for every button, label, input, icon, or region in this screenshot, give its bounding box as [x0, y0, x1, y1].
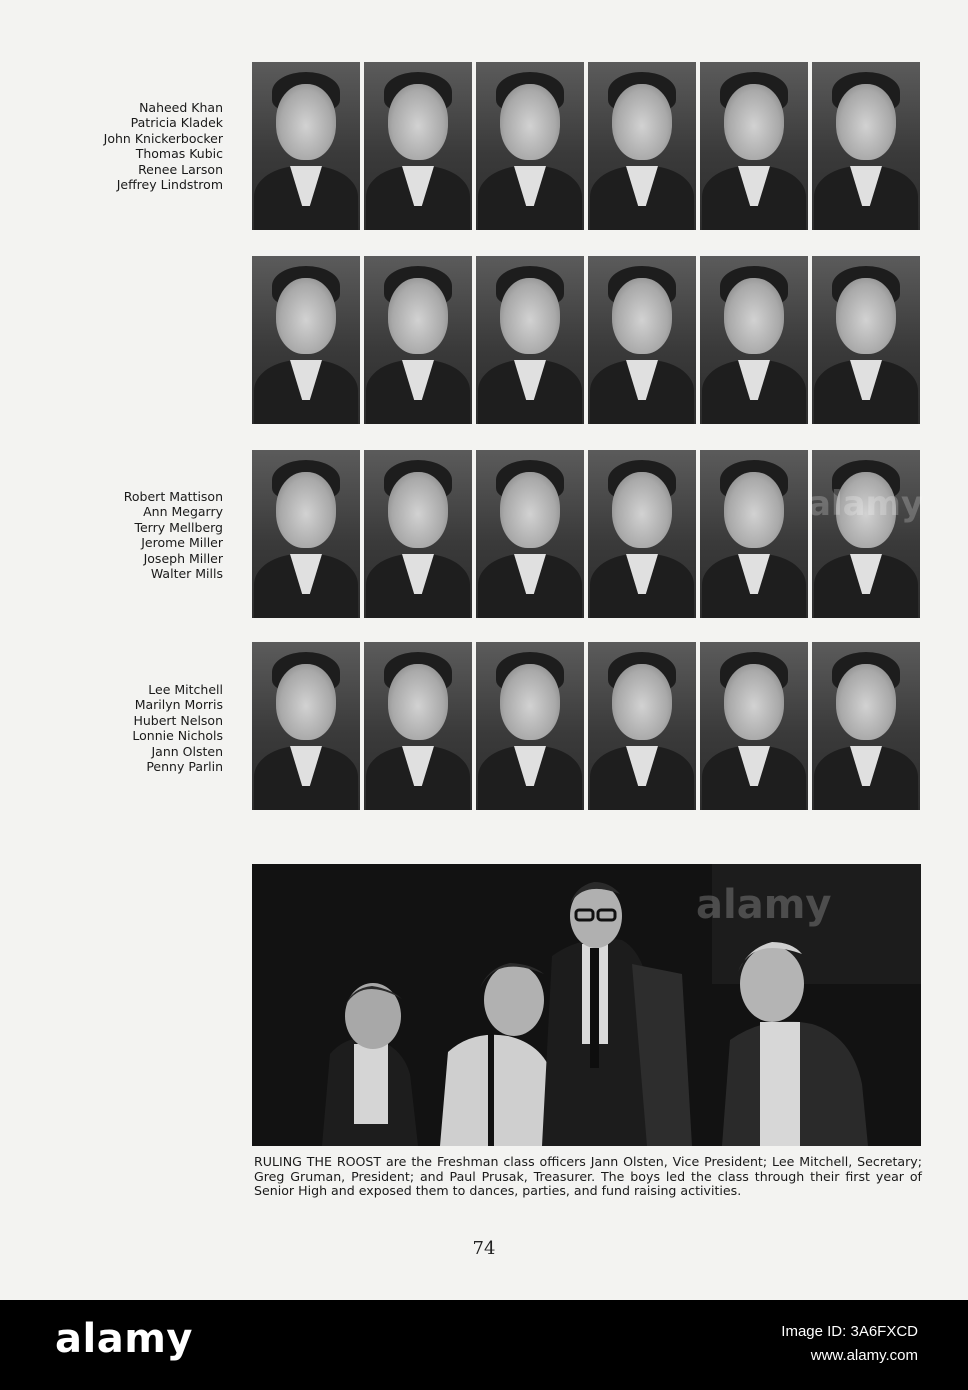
portrait-photo: [252, 256, 360, 424]
portrait-row-3: [252, 450, 920, 618]
portrait-row-1: [252, 62, 920, 230]
portrait-photo: [252, 642, 360, 810]
portrait-photo: [588, 450, 696, 618]
student-name: Hubert Nelson: [133, 712, 223, 728]
portrait-photo: [476, 256, 584, 424]
portrait-photo: [700, 62, 808, 230]
student-name: Thomas Kubic: [135, 146, 223, 162]
student-name: Naheed Khan: [139, 100, 223, 115]
student-name: Robert Mattison: [123, 489, 223, 504]
portrait-photo: [476, 62, 584, 230]
portrait-photo: [252, 62, 360, 230]
name-list-row-3: [124, 489, 223, 581]
overlay-watermark: alamy: [808, 484, 924, 524]
student-name: Jeffrey Lindstrom: [116, 177, 223, 193]
student-name: Marilyn Morris: [134, 697, 223, 713]
portrait-photo: [812, 642, 920, 810]
portrait-row-4: [252, 642, 920, 810]
portrait-photo: [812, 62, 920, 230]
portrait-photo: [364, 256, 472, 424]
student-name: Walter Mills: [150, 566, 223, 582]
image-id-label: Image ID: 3A6FXCD: [781, 1323, 918, 1340]
portrait-photo: [476, 642, 584, 810]
portrait-photo: [812, 256, 920, 424]
student-name: Joseph Miller: [143, 550, 223, 566]
page-number: 74: [472, 1238, 496, 1259]
portrait-photo: [364, 642, 472, 810]
student-name: Ann Megarry: [143, 504, 223, 520]
portrait-photo: [588, 642, 696, 810]
student-name: Patricia Kladek: [130, 115, 223, 131]
name-list-row-4: [132, 682, 223, 774]
portrait-photo: [476, 450, 584, 618]
portrait-photo: [588, 62, 696, 230]
portrait-photo: [700, 450, 808, 618]
portrait-photo: [364, 450, 472, 618]
watermark-id: [781, 1320, 918, 1368]
student-name: John Knickerbocker: [103, 130, 223, 146]
watermark-site: www.alamy.com: [810, 1347, 918, 1364]
portrait-photo: [812, 450, 920, 618]
student-name: Jann Olsten: [151, 743, 223, 759]
photo-caption: RULING THE ROOST are the Freshman class officers Jann Olsten, Vice President; Lee Mitchell, Secretary; Greg Gruman, President; and Paul Prusak, Treasurer. The boys led the class through their first year of Senior High and exposed them to dances, parties, and fund raising activities.: [254, 1154, 922, 1199]
student-name: Jerome Miller: [141, 535, 223, 551]
portrait-photo: [700, 256, 808, 424]
student-name: Penny Parlin: [146, 759, 223, 775]
portrait-photo: [364, 62, 472, 230]
class-officers-photo: [252, 864, 921, 1146]
student-name: Renee Larson: [138, 161, 223, 177]
student-name: Lee Mitchell: [148, 682, 223, 697]
portrait-photo: [700, 642, 808, 810]
student-name: Lonnie Nichols: [132, 728, 223, 744]
alamy-logo: alamy: [55, 1316, 193, 1362]
overlay-watermark: alamy: [696, 882, 832, 928]
name-list-row-1: [104, 100, 223, 192]
portrait-photo: [252, 450, 360, 618]
portrait-photo: [588, 256, 696, 424]
portrait-row-2: [252, 256, 920, 424]
student-name: Terry Mellberg: [134, 519, 223, 535]
